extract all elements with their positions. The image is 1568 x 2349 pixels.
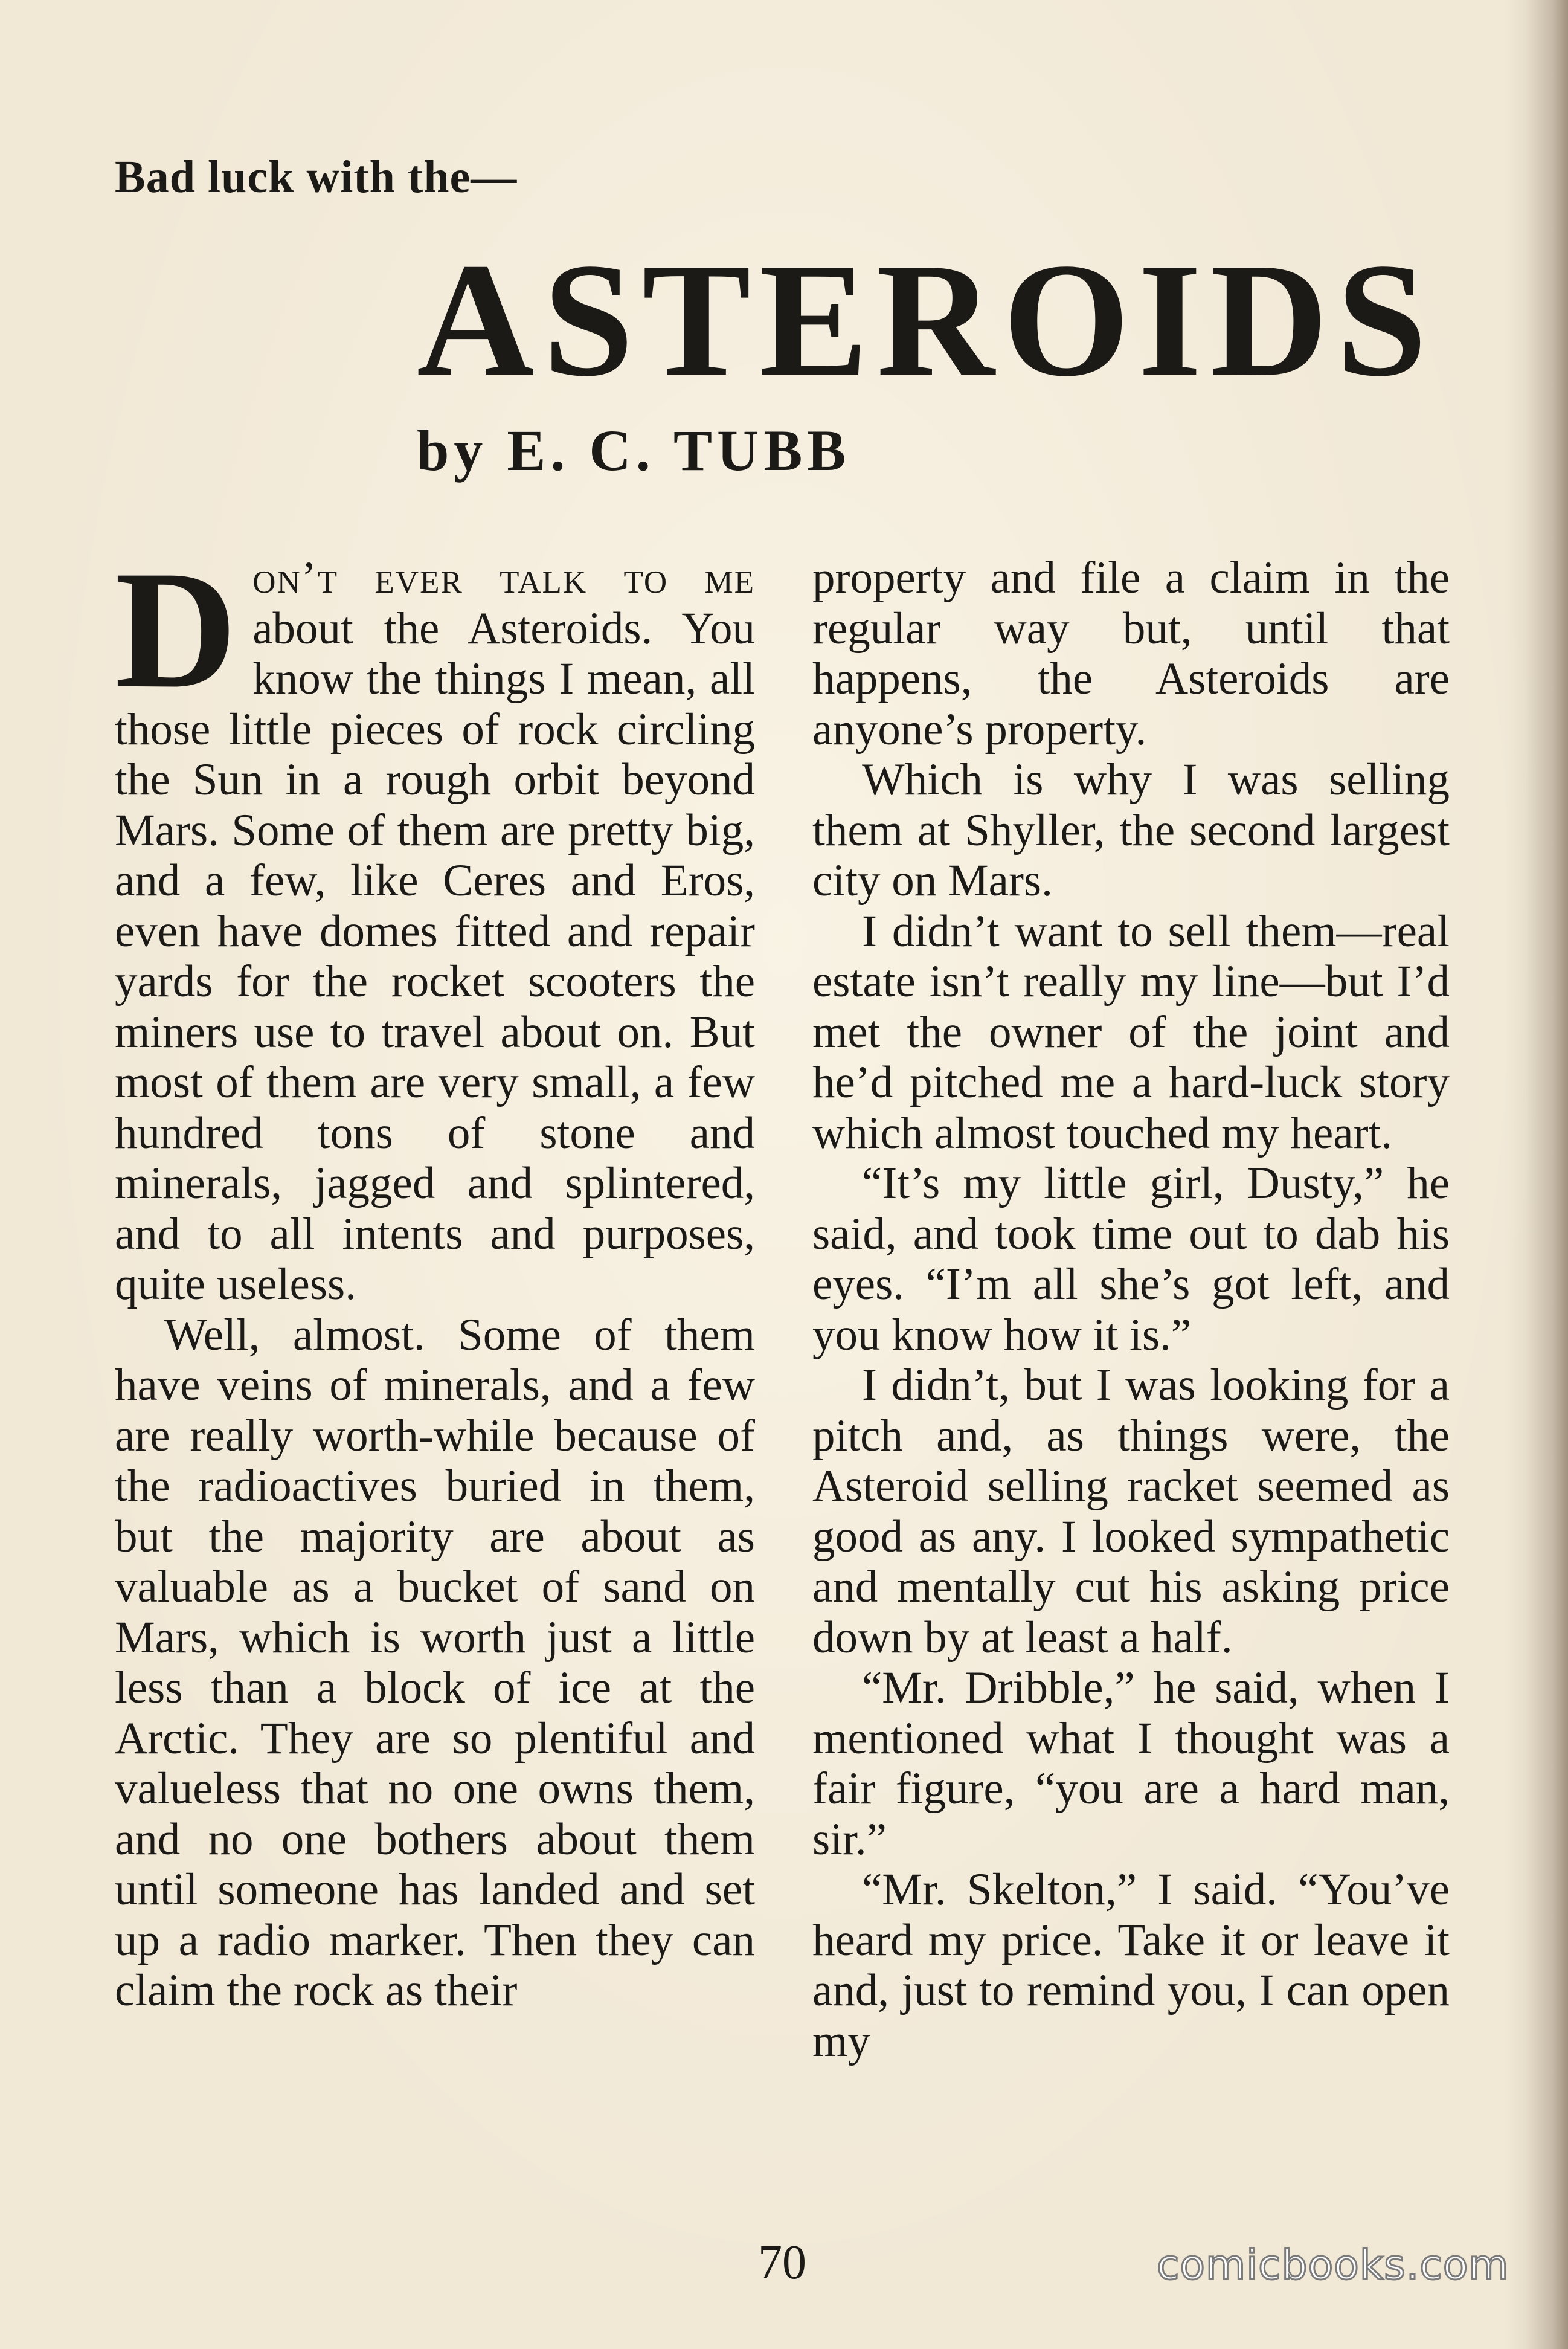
paragraph: I didn’t want to sell them—real estate isn’t really my line—but I’d met the owner of the joint and he’d pitched me a hard-luck story which almost touched my heart. (812, 906, 1450, 1158)
paragraph-text: about the Asteroids. You know the things I mean, all those little pieces of rock circling the Sun in a rough orbit beyond Mars. Some of them are pretty big, and a few, like Ceres and Eros, even have domes fitted and repair yards for the rocket scooters the miners use to travel about on. But most of them are very small, a few hundred tons of stone and minerals, jagged and splintered, and to all intents and purposes, quite useless. (115, 603, 755, 1309)
story-byline: by E. C. TUBB (417, 418, 851, 483)
paragraph: “Mr. Skelton,” I said. “You’ve heard my price. Take it or leave it and, just to remind you, I can open my (812, 1864, 1450, 2066)
paragraph: property and file a claim in the regular way but, until that happens, the Asteroids are anyone’s property. (812, 553, 1450, 755)
paragraph: Which is why I was selling them at Shyller, the second largest city on Mars. (812, 755, 1450, 906)
page-number: 70 (758, 2236, 806, 2289)
story-title: ASTEROIDS (417, 230, 1436, 410)
opening-small-caps: on’t ever talk to me (252, 553, 755, 603)
page-edge-shadow (1526, 0, 1568, 2349)
site-watermark: comicbooks.com (1157, 2241, 1509, 2289)
paragraph: “It’s my little girl, Dusty,” he said, and took time out to dab his eyes. “I’m all she’s got left, and you know how it is.” (812, 1158, 1450, 1360)
paragraph: Well, almost. Some of them have veins of minerals, and a few are really worth-while because of the radioactives buried in them, but the majority are about as valuable as a bucket of sand on Mars, which is worth just a little less than a block of ice at the Arctic. They are so plentiful and valueless that no one owns them, and no one bothers about them until someone has landed and set up a radio marker. Then they can claim the rock as their (115, 1309, 755, 2015)
text-column-right (812, 553, 1450, 2066)
drop-cap: D (115, 535, 237, 723)
text-column-left (115, 535, 755, 2016)
paragraph: “Mr. Dribble,” he said, when I mentioned what I thought was a fair figure, “you are a hard man, sir.” (812, 1663, 1450, 1864)
story-kicker: Bad luck with the— (115, 152, 518, 202)
paragraph (115, 535, 755, 1310)
paragraph: I didn’t, but I was looking for a pitch and, as things were, the Asteroid selling racket seemed as good as any. I looked sympathetic and mentally cut his asking price down by at least a half. (812, 1360, 1450, 1663)
